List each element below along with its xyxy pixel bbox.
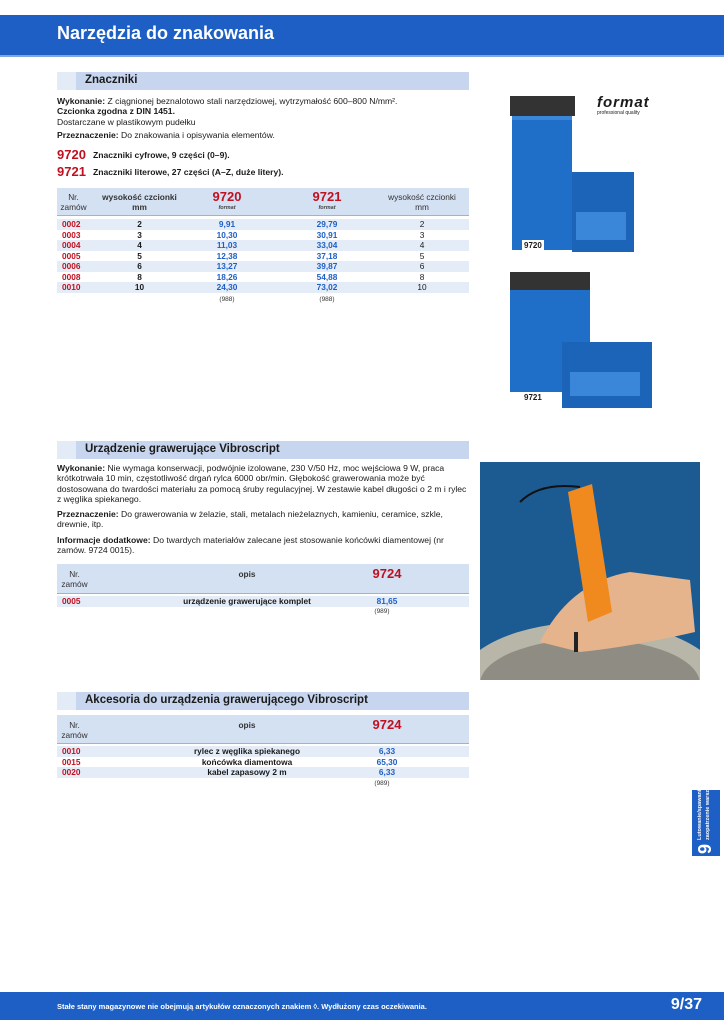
label-wykonanie: Wykonanie:	[57, 96, 106, 106]
product-description: Znaczniki cyfrowe, 9 części (0–9).	[93, 150, 230, 160]
format-logo-tagline: professional quality	[597, 110, 640, 116]
item-description: kabel zapasowy 2 m	[207, 767, 287, 777]
order-number: 0005	[62, 250, 81, 261]
text-dostarczane: Dostarczane w plastikowym pudełku	[57, 116, 196, 127]
col-header-opis: opis	[238, 569, 256, 579]
price-9721: 30,91	[316, 229, 338, 240]
order-number: 0010	[62, 282, 81, 292]
order-number: 0008	[62, 271, 81, 282]
product-photo-stamps	[480, 72, 700, 412]
table-row	[57, 261, 469, 272]
table-row	[57, 230, 469, 241]
order-number: 0004	[62, 240, 81, 250]
table-header	[57, 715, 469, 744]
table-row	[57, 219, 469, 230]
reference-page: (988)	[319, 296, 335, 303]
col-header-9721: 9721	[312, 189, 342, 204]
section-bar-accent	[57, 692, 76, 710]
price-9720: 10,30	[216, 229, 238, 240]
product-code: 9721	[57, 164, 86, 179]
page-header	[0, 15, 724, 55]
item-description: końcówka diamentowa	[201, 756, 293, 767]
col-header-opis: opis	[238, 720, 256, 730]
order-number: 0006	[62, 261, 81, 271]
order-number: 0005	[62, 596, 81, 606]
order-number: 0010	[62, 746, 81, 756]
section-title: Urządzenie grawerujące Vibroscript	[85, 443, 280, 455]
font-height: 2	[137, 219, 142, 229]
text-info: Do twardych materiałów zalecane jest stosowanie końcówki diamentowej (nr zamów. 9724 0015).	[57, 535, 444, 556]
col-header-9720: 9720	[212, 189, 242, 204]
reference-page: (988)	[219, 296, 235, 303]
price-9721: 29,79	[316, 219, 338, 229]
font-height-right: 2	[419, 219, 425, 229]
brand-mark: format	[218, 205, 236, 211]
section-bar-znaczniki	[57, 72, 469, 90]
price-9720: 18,26	[216, 271, 238, 282]
section-bar-akcesoria	[57, 692, 469, 710]
product-description: Znaczniki literowe, 27 części (A–Z, duże litery).	[93, 167, 284, 177]
chapter-title-line2: zaopatrzenie warsztatów	[705, 775, 711, 840]
font-height: 8	[137, 271, 142, 282]
text-czcionka: Czcionka zgodna z DIN 1451.	[57, 106, 175, 117]
chapter-side-text	[692, 775, 720, 856]
font-height-right: 3	[419, 229, 425, 240]
section-description	[57, 96, 472, 127]
product-code: 9720	[57, 147, 86, 162]
label-info: Informacje dodatkowe:	[57, 535, 151, 545]
format-logo: format	[597, 94, 650, 111]
price-9720: 12,38	[216, 250, 238, 261]
order-number: 0003	[62, 229, 81, 240]
price-9721: 37,18	[316, 250, 338, 261]
table-row	[57, 251, 469, 262]
table-row	[57, 757, 469, 768]
reference-page: (989)	[374, 780, 390, 787]
item-description: urządzenie grawerujące komplet	[183, 596, 311, 606]
table-row	[57, 596, 469, 607]
price-9721: 33,04	[316, 240, 338, 250]
table-row	[57, 746, 469, 757]
chapter-number: 9	[695, 843, 715, 854]
footer-note: Stałe stany magazynowe nie obejmują artykułów oznaczonych znakiem ◊. Wydłużony czas oczekiwania.	[57, 1002, 427, 1011]
section-additional-info	[57, 535, 469, 556]
price-9720: 13,27	[216, 261, 238, 271]
text-przeznaczenie: Do znakowania i opisywania elementów.	[118, 130, 275, 140]
label-przeznaczenie: Przeznaczenie:	[57, 130, 119, 140]
section-title: Znaczniki	[85, 74, 138, 86]
photo-label-9720: 9720	[524, 241, 542, 250]
page-footer	[0, 992, 724, 1020]
font-height: 10	[134, 282, 145, 292]
price-9724: 6,33	[378, 746, 396, 756]
chapter-title-line1: Lutowanie/spawanie/	[697, 784, 703, 840]
header-divider	[0, 55, 724, 57]
font-height-right: 8	[419, 271, 425, 282]
table-row	[57, 282, 469, 293]
page-title: Narzędzia do znakowania	[57, 23, 275, 43]
font-height: 5	[137, 250, 142, 261]
page-number: 9/37	[670, 996, 702, 1013]
section-bar-vibroscript	[57, 441, 469, 459]
label-przeznaczenie: Przeznaczenie:	[57, 509, 119, 519]
stamp-sets-illustration	[480, 72, 700, 412]
price-9721: 73,02	[316, 282, 338, 292]
brand-mark: format	[318, 205, 336, 211]
order-number: 0002	[62, 219, 81, 229]
price-9720: 24,30	[216, 282, 238, 292]
col-header-height: wysokość czcionki mm	[102, 192, 177, 212]
font-height: 6	[137, 261, 142, 271]
font-height: 3	[137, 229, 142, 240]
price-9724: 6,33	[378, 767, 396, 777]
order-number: 0020	[62, 767, 81, 777]
table-header	[57, 188, 469, 216]
col-header-9724: 9724	[372, 566, 402, 581]
item-description: rylec z węglika spiekanego	[193, 746, 301, 756]
text-wykonanie: Nie wymaga konserwacji, podwójnie izolowane, 230 V/50 Hz, moc wejściowa 9 W, praca krótkotrwała 10 min, częstotliwość drgań rylca 6000 obr/min. Głębokość grawerowania może być dostosowana do twardości materiału za pomocą śruby regulacyjnej. W zestawie kabel długości o 2 m i rylec z węglika spiekanego.	[57, 463, 467, 504]
col-header-nr: Nr. zamów	[61, 569, 88, 589]
col-header-nr: Nr. zamów	[60, 192, 87, 212]
table-row	[57, 272, 469, 283]
price-9724: 65,30	[376, 756, 398, 767]
price-9724: 81,65	[376, 596, 398, 606]
section-purpose	[57, 130, 472, 140]
price-9720: 11,03	[216, 240, 238, 250]
label-wykonanie: Wykonanie:	[57, 463, 106, 473]
price-9721: 39,87	[316, 261, 338, 271]
price-9720: 9,91	[218, 219, 236, 229]
font-height-right: 4	[419, 240, 425, 250]
section-title: Akcesoria do urządzenia grawerującego Vibroscript	[85, 694, 368, 706]
font-height-right: 5	[419, 250, 425, 261]
col-header-9724: 9724	[372, 717, 402, 732]
table-header	[57, 564, 469, 594]
photo-label-9721: 9721	[524, 393, 542, 402]
font-height-right: 6	[419, 261, 425, 271]
price-9721: 54,88	[316, 271, 338, 282]
chapter-side-tab[interactable]	[692, 775, 720, 856]
text-przeznaczenie: Do grawerowania w żelazie, stali, metalach nieżelaznych, kamieniu, ceramice, szkle, drewnie, itp.	[57, 509, 443, 530]
table-row	[57, 240, 469, 251]
col-header-nr: Nr. zamów	[61, 720, 88, 740]
vibroscript-illustration	[480, 462, 700, 680]
section-purpose	[57, 509, 469, 530]
col-header-height-right: wysokość czcionki mm	[388, 192, 456, 212]
section-bar-accent	[57, 441, 76, 459]
product-line-9721	[57, 164, 457, 178]
order-number: 0015	[62, 756, 81, 767]
font-height: 4	[137, 240, 142, 250]
text-wykonanie: Z ciągnionej beznalotowo stali narzędziowej, wytrzymałość 600–800 N/mm².	[105, 96, 398, 106]
reference-page: (989)	[374, 608, 390, 615]
section-description	[57, 463, 469, 504]
product-photo-vibroscript	[480, 462, 700, 680]
font-height-right: 10	[417, 282, 427, 292]
table-row	[57, 767, 469, 778]
section-bar-accent	[57, 72, 76, 90]
product-line-9720	[57, 147, 457, 161]
